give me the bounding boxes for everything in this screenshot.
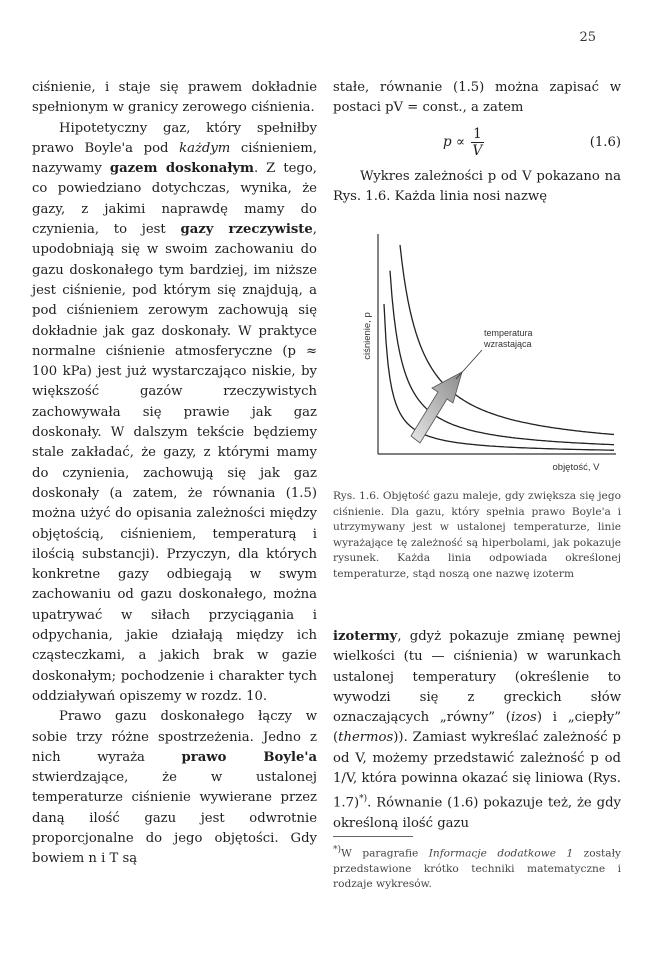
equation-body [443, 127, 484, 159]
footnote-mark: *) [333, 845, 342, 855]
text-run: . Z tego, co powiedziano dotychczas, wynika, że gazy, z jakimi naprawdę mamy do czynienia, to jest [32, 161, 317, 238]
footnote-rule [333, 836, 413, 837]
text-run: . Równanie (1.6) pokazuje też, że gdy określoną ilość gazu [333, 795, 621, 832]
paragraph-6 [333, 627, 621, 834]
emphasis: thermos [338, 730, 394, 746]
term-isotherm: izotermy [333, 629, 398, 644]
fraction-denominator: V [472, 142, 483, 159]
text-run: Hipotetyczny gaz, który spełniłby prawo Boyle'a pod [32, 120, 317, 156]
text-run: , upodobniają się w swoim zachowaniu do gazu doskonałego tym bardziej, im niższe jest ciśnienie, pod którym się znajdują, a pod ciśnieniem zerowym zachowują się dokładnie jak gaz doskonały. W praktyce normalne ciśnienie atmosferyczne (p ≈ 100 kPa) jest już wystarczająco niskie, by większość gazów rzeczywistych zachowywała się prawie jak gaz doskonały. W dalszym tekście będziemy stale zakładać, że gazy, z którymi mamy do czynienia, zachowują się jak gaz doskonały (a zatem, że równania (1.5) można użyć do opisania zależności między objętością, ciśnieniem, temperaturą i ilością substancji). Przyczyn, dla których konkretne gazy odbiegają w swym zachowaniu od gazu doskonałego, można upatrywać w siłach przyciągania i odpychania, jakie działają między ich cząsteczkami, a jakich brak w gazie doskonałym; pochodzenie i charakter tych oddziaływań opiszemy w rozdz. 10. [32, 222, 317, 704]
annotation-line-1: temperatura [484, 328, 533, 338]
annotation-line-2: wzrastająca [484, 339, 532, 349]
figure-isotherms [358, 232, 620, 487]
page-number: 25 [579, 30, 596, 45]
text-run: , gdyż pokazuje zmianę pewnej wielkości (tu — ciśnienia) w warunkach ustalonej temperatury (określenie to wywodzi się z greckich słów oznaczających „równy” ( [333, 629, 621, 726]
annotation-leader [456, 350, 482, 379]
footnote [333, 843, 621, 893]
paragraph-5: Wykres zależności p od V pokazano na Rys. 1.6. Każda linia nosi nazwę [333, 168, 621, 204]
right-column-bottom [333, 627, 621, 834]
term-ideal-gas: gazem doskonałym [109, 161, 255, 177]
isotherm-plot [358, 232, 620, 487]
paragraph-4: stałe, równanie (1.5) można zapisać w postaci pV = const., a zatem [333, 80, 621, 116]
right-column-top [333, 78, 621, 207]
temperature-arrow [411, 372, 462, 443]
term-boyles-law: prawo Boyle'a [181, 749, 317, 765]
emphasis: każdym [179, 140, 231, 156]
equation-1-6 [333, 123, 621, 163]
term-real-gases: gazy rzeczywiste [180, 222, 313, 238]
left-column [32, 78, 317, 870]
footnote-mark[interactable]: *) [359, 794, 368, 805]
figure-caption: Rys. 1.6. Objętość gazu maleje, gdy zwiększa się jego ciśnienie. Dla gazu, który spełnia prawo Boyle'a i utrzymywany jest w ustalonej temperaturze, linie wyrażające tę zależność są hiperbolami, jak pokazuje rysunek. Każda linia odpowiada określonej temperaturze, stąd noszą one nazwę izoterm [333, 490, 621, 580]
x-axis-label: objętość, V [552, 462, 600, 473]
text-run: stwierdzające, że w ustalonej temperaturze ciśnienie wywierane przez daną ilość gazu jest odwrotnie proporcjonalne do jego objętości. Gdy bowiem n i T są [32, 770, 317, 867]
fraction-numerator: 1 [473, 125, 482, 142]
emphasis: Informacje dodatkowe 1 [428, 847, 574, 860]
paragraph-1: ciśnienie, i staje się prawem dokładnie spełnionym w granicy zerowego ciśnienia. [32, 80, 317, 116]
equation-lhs: p ∝ [443, 134, 466, 151]
text-run: ciśnieniem, nazywamy [32, 140, 318, 177]
text-run: W paragrafie [341, 847, 429, 860]
text-run: zostały przedstawione krótko techniki matematyczne i rodzaje wykresów. [333, 847, 621, 891]
text-run: Prawo gazu doskonałego łączy w sobie trzy różne spostrzeżenia. Jedno z nich wyraża [32, 709, 317, 765]
text-run: )). Zamiast wykreślać zależność p od V, możemy przedstawić zależność p od 1/V, która powinna okazać się liniowa (Rys. 1.7) [333, 730, 621, 811]
equation-number: (1.6) [589, 134, 621, 150]
emphasis: izos [510, 710, 537, 726]
equation-fraction [471, 127, 484, 159]
paragraph-2 [32, 119, 317, 708]
y-axis-label: ciśnienie, p [362, 312, 373, 360]
paragraph-3 [32, 707, 317, 869]
text-run: ) i „ciepły” ( [333, 710, 621, 746]
